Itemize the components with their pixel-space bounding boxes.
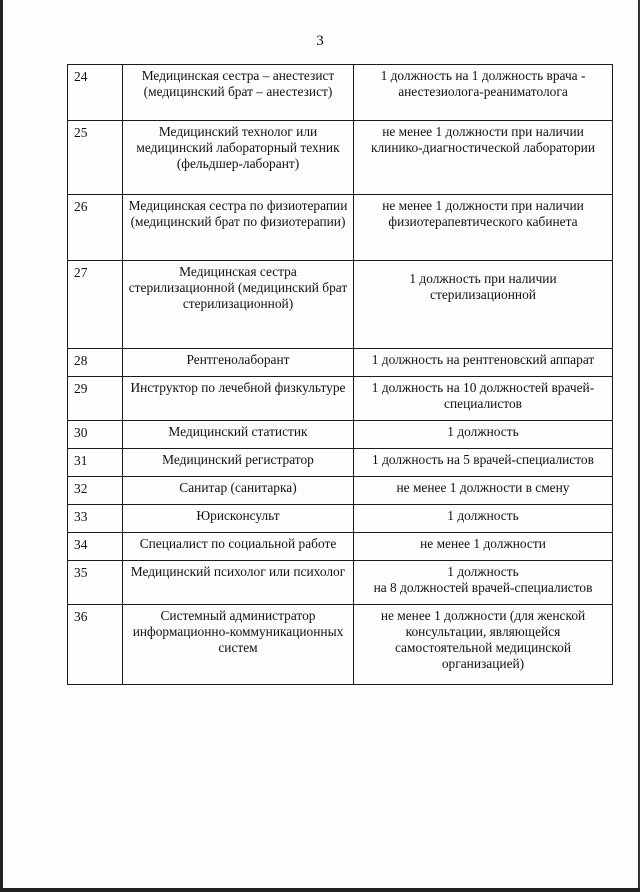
row-number: 26 xyxy=(68,195,123,261)
position-name: Медицинская сестра стерилизационной (медицинский брат стерилизационной) xyxy=(123,261,354,349)
row-number: 24 xyxy=(68,65,123,121)
row-number: 32 xyxy=(68,477,123,505)
row-number: 31 xyxy=(68,449,123,477)
position-name: Санитар (санитарка) xyxy=(123,477,354,505)
position-name: Медицинский регистратор xyxy=(123,449,354,477)
table-row xyxy=(68,605,613,685)
position-name: Медицинская сестра по физиотерапии (медицинский брат по физиотерапии) xyxy=(123,195,354,261)
table-row xyxy=(68,261,613,349)
staffing-norm: 1 должность xyxy=(354,505,613,533)
table-row xyxy=(68,505,613,533)
staffing-norm: 1 должность при наличии стерилизационной xyxy=(354,261,613,349)
position-name: Специалист по социальной работе xyxy=(123,533,354,561)
table-row xyxy=(68,533,613,561)
row-number: 30 xyxy=(68,421,123,449)
staffing-norm: 1 должность на 8 должностей врачей-специалистов xyxy=(354,561,613,605)
position-name: Медицинский технолог или медицинский лабораторный техник (фельдшер-лаборант) xyxy=(123,121,354,195)
staffing-norm: не менее 1 должности при наличии физиотерапевтического кабинета xyxy=(354,195,613,261)
table-row xyxy=(68,377,613,421)
table-row xyxy=(68,421,613,449)
table-row xyxy=(68,449,613,477)
table-row xyxy=(68,121,613,195)
table-row xyxy=(68,195,613,261)
scan-edge-left xyxy=(0,0,3,892)
staffing-table xyxy=(67,64,613,685)
staffing-norm: 1 должность xyxy=(354,421,613,449)
table-row xyxy=(68,561,613,605)
row-number: 27 xyxy=(68,261,123,349)
position-name: Медицинская сестра – анестезист (медицинский брат – анестезист) xyxy=(123,65,354,121)
row-number: 35 xyxy=(68,561,123,605)
position-name: Медицинский статистик xyxy=(123,421,354,449)
page-number: 3 xyxy=(316,33,324,49)
position-name: Инструктор по лечебной физкультуре xyxy=(123,377,354,421)
staffing-norm: 1 должность на 10 должностей врачей-специалистов xyxy=(354,377,613,421)
row-number: 28 xyxy=(68,349,123,377)
table-row xyxy=(68,477,613,505)
staffing-norm: 1 должность на 1 должность врача - анестезиолога-реаниматолога xyxy=(354,65,613,121)
staffing-norm: не менее 1 должности при наличии клинико-диагностической лаборатории xyxy=(354,121,613,195)
table-row xyxy=(68,65,613,121)
row-number: 36 xyxy=(68,605,123,685)
row-number: 29 xyxy=(68,377,123,421)
table-row xyxy=(68,349,613,377)
staffing-norm: не менее 1 должности в смену xyxy=(354,477,613,505)
staffing-norm: 1 должность на 5 врачей-специалистов xyxy=(354,449,613,477)
row-number: 33 xyxy=(68,505,123,533)
position-name: Рентгенолаборант xyxy=(123,349,354,377)
staffing-norm: не менее 1 должности (для женской консультации, являющейся самостоятельной медицинской организацией) xyxy=(354,605,613,685)
staffing-norm: не менее 1 должности xyxy=(354,533,613,561)
row-number: 34 xyxy=(68,533,123,561)
staffing-norm: 1 должность на рентгеновский аппарат xyxy=(354,349,613,377)
position-name: Системный администратор информационно-коммуникационных систем xyxy=(123,605,354,685)
row-number: 25 xyxy=(68,121,123,195)
scan-edge-bottom xyxy=(0,888,640,892)
position-name: Юрисконсульт xyxy=(123,505,354,533)
position-name: Медицинский психолог или психолог xyxy=(123,561,354,605)
